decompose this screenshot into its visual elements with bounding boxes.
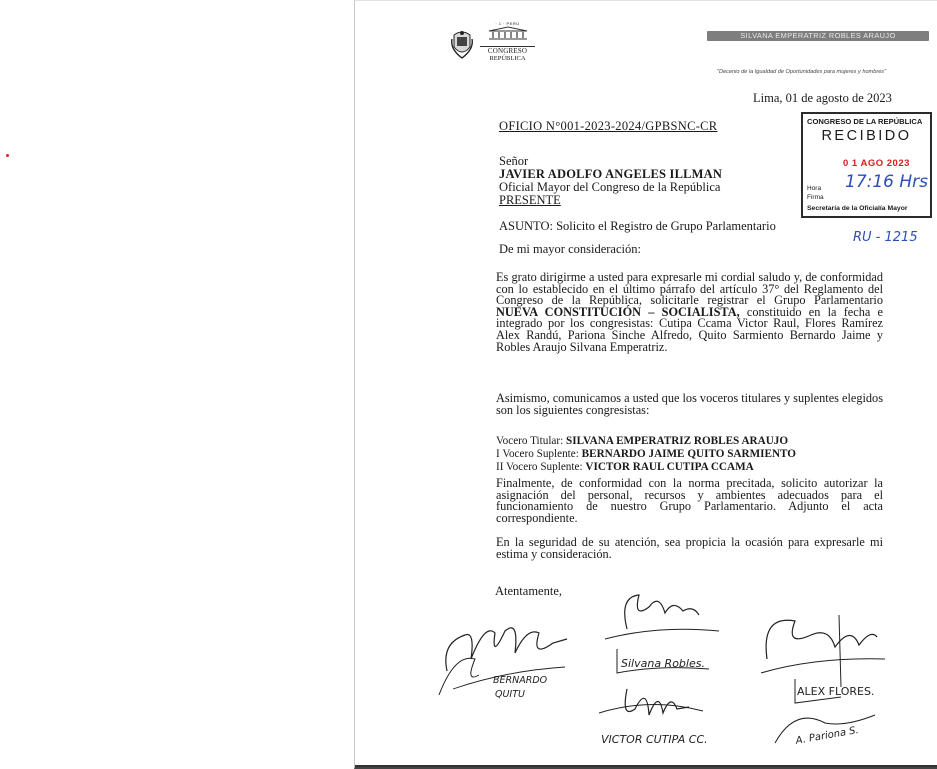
congreso-logo bbox=[480, 21, 535, 62]
group-name: NUEVA CONSTITUCIÓN – SOCIALISTA, bbox=[496, 304, 740, 319]
stamp-handwritten-time: 17:16 Hrs bbox=[845, 172, 929, 192]
signature-name-text: VICTOR CUTIPA CC. bbox=[601, 733, 708, 746]
closing: Atentamente, bbox=[495, 584, 562, 598]
vocero-role: I Vocero Suplente: bbox=[496, 448, 579, 460]
stamp-header: CONGRESO DE LA REPÚBLICA bbox=[807, 117, 923, 126]
signature-name-text: BERNARDO bbox=[493, 675, 548, 686]
body-paragraph-2: Asimismo, comunicamos a usted que los voceros titulares y suplentes elegidos son los siguientes congresistas: bbox=[496, 391, 883, 417]
signature-name-text: Silvana Robles. bbox=[621, 657, 705, 670]
vocero-name: SILVANA EMPERATRIZ ROBLES ARAUJO bbox=[566, 435, 789, 447]
body-paragraph-4: En la seguridad de su atención, sea propicia la ocasión para expresarle mi estima y consideración. bbox=[496, 535, 883, 561]
place-date: Lima, 01 de agosto de 2023 bbox=[753, 91, 892, 105]
p1-text-a: Es grato dirigirme a usted para expresarle mi cordial saludo y, de conformidad con lo establecido en el último párrafo del artículo 37° del Reglamento del Congreso de la República, solicitarle registrar el Grupo Parlamentario bbox=[496, 270, 883, 308]
stamp-hora-label: Hora bbox=[807, 185, 822, 192]
congresswoman-banner: SILVANA EMPERATRIZ ROBLES ARAUJO bbox=[707, 31, 929, 41]
congress-building-icon bbox=[487, 26, 529, 40]
signature-name-text: A. Pariona S. bbox=[794, 724, 860, 747]
vocero-row bbox=[496, 435, 788, 447]
signature-name-text: QUITU bbox=[495, 689, 525, 700]
coat-of-arms-icon bbox=[450, 29, 474, 59]
red-marker-dot bbox=[6, 154, 9, 157]
signature-alex-pariona bbox=[755, 607, 933, 759]
addressee-name: JAVIER ADOLFO ANGELES ILLMAN bbox=[499, 167, 723, 181]
vocero-role: Vocero Titular: bbox=[496, 435, 564, 447]
p1-text-b: constituido en la fecha e integrado por los congresistas: Cutipa Ccama Victor Raul, Flores Ramírez Alex Randú, Pariona Sinche Alfredo, Quito Sarmiento Bernardo Jaime y Robles Araujo Silvana Emperatriz. bbox=[496, 304, 883, 354]
stamp-date: 0 1 AGO 2023 bbox=[843, 158, 910, 169]
addressee-role: Oficial Mayor del Congreso de la República bbox=[499, 180, 721, 194]
body-paragraph-3: Finalmente, de conformidad con la norma precitada, solicito autorizar la asignación del personal, recursos y ambientes adecuados para el funcionamiento de nuestro Grupo Parlamentario. Adjunto el acta correspondiente. bbox=[496, 476, 883, 525]
vocero-row bbox=[496, 461, 754, 473]
logo-top-text: · 1 · PERÚ bbox=[495, 21, 520, 26]
document-reference: OFICIO N°001-2023-2024/GPBSNC-CR bbox=[499, 119, 718, 133]
stamp-firma-label: Firma bbox=[807, 194, 824, 201]
signature-victor bbox=[591, 679, 741, 759]
body-paragraph-1 bbox=[496, 272, 883, 353]
stamp-office: Secretaría de la Oficialía Mayor bbox=[807, 205, 908, 212]
addressee-block bbox=[499, 155, 722, 207]
signature-silvana bbox=[599, 589, 727, 681]
signature-name-text: ALEX FLORES. bbox=[797, 685, 875, 698]
page-bottom-edge bbox=[355, 765, 937, 767]
registry-handwritten-note: RU - 1215 bbox=[853, 230, 918, 245]
vocero-name: BERNARDO JAIME QUITO SARMIENTO bbox=[581, 448, 797, 460]
vocero-role: II Vocero Suplente: bbox=[496, 461, 583, 473]
presente-label: PRESENTE bbox=[499, 193, 561, 207]
reception-stamp bbox=[801, 112, 932, 218]
vocero-row bbox=[496, 448, 796, 460]
greeting: De mi mayor consideración: bbox=[499, 242, 641, 256]
salutation: Señor bbox=[499, 154, 529, 168]
vocero-name: VICTOR RAUL CUTIPA CCAMA bbox=[585, 461, 754, 473]
logo-name: CONGRESO bbox=[480, 46, 535, 55]
subject-line: ASUNTO: Solicito el Registro de Grupo Parlamentario bbox=[499, 219, 776, 233]
signature-bernardo bbox=[435, 613, 585, 713]
decade-motto: "Decenio de la Igualdad de Oportunidades para mujeres y hombres" bbox=[717, 69, 887, 75]
logo-subtitle: REPÚBLICA bbox=[489, 55, 526, 62]
document-page bbox=[354, 0, 937, 769]
stamp-title: RECIBIDO bbox=[821, 128, 912, 144]
